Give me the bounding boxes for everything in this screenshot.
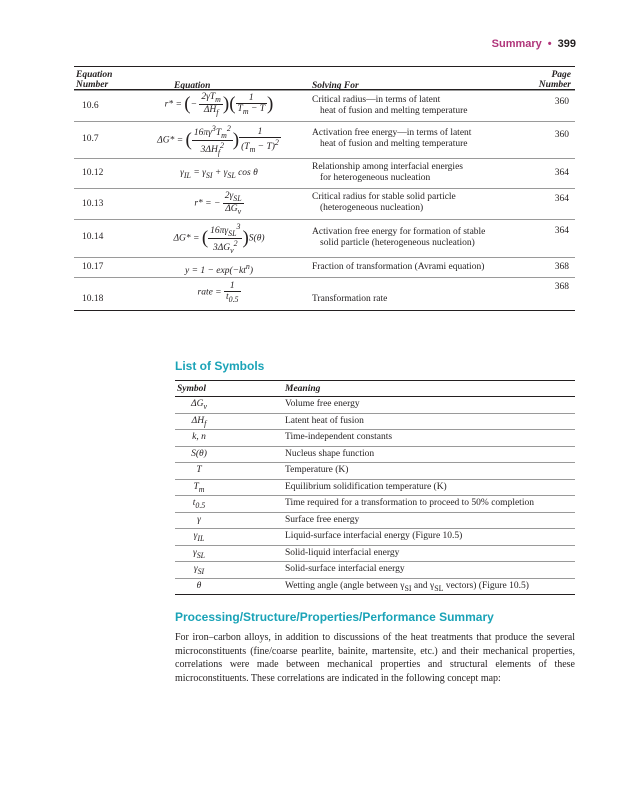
symbol: γ <box>197 514 201 525</box>
page-ref: 368 <box>554 262 569 272</box>
symbol-row <box>175 562 575 579</box>
symbol: T <box>196 465 202 475</box>
symbol: $\gamma_{SI}$ <box>193 564 205 576</box>
section-title: Processing/Structure/Properties/Performance Summary <box>175 610 494 624</box>
equation-formula: ΔG* = ( $\frac{16\pi\gamma_{SL}^3}{3\Delta G_v^2}$ )S(θ) <box>173 222 265 256</box>
header-equation-number: Equation Number <box>76 70 113 90</box>
equation-number: 10.6 <box>82 101 99 111</box>
equation-formula: rate = $\frac{1}{t_{0.5}}$ <box>197 281 239 304</box>
page-ref: 364 <box>554 168 569 178</box>
meaning: Solid-surface interfacial energy <box>285 564 405 574</box>
meaning: Equilibrium solidification temperature (K) <box>285 481 447 492</box>
page-ref: 360 <box>554 97 569 107</box>
equation-row <box>74 188 575 219</box>
equation-row <box>74 121 575 158</box>
solving-for: Critical radius—in terms of latent heat of fusion and melting temperature <box>312 95 468 116</box>
equation-number: 10.12 <box>82 168 104 178</box>
header-equation: Equation <box>174 81 211 91</box>
symbol: k, n <box>192 432 206 442</box>
symbol-row <box>175 496 575 513</box>
equation-number: 10.13 <box>82 199 104 209</box>
equation-row <box>74 158 575 188</box>
equation-number: 10.18 <box>82 294 104 304</box>
symbol: S(θ) <box>191 448 207 459</box>
symbol-row <box>175 447 575 464</box>
symbol-row <box>175 480 575 497</box>
symbol: $\gamma_{SL}$ <box>192 547 206 560</box>
symbol: $\Delta H_f$ <box>191 415 207 428</box>
symbol-row <box>175 463 575 480</box>
meaning: Liquid-surface interfacial energy (Figure 10.5) <box>285 531 463 541</box>
summary-paragraph: For iron–carbon alloys, in addition to discussions of the heat treatments that produce the several microconstituents (fine/coarse pearlite, bainite, martensite, etc.) and their mechanical properties, correlations were made between mechanical properties and structural elements of these microconstituents. These correlations are indicated in the following concept map: <box>175 632 575 684</box>
equation-row <box>74 277 575 310</box>
header-separator: • <box>547 38 552 50</box>
equation-formula: $\gamma_{IL} = \gamma_{SI} + \gamma_{SL}$ cos θ <box>180 168 258 180</box>
symbol-row <box>175 546 575 563</box>
page-ref: 360 <box>554 130 569 140</box>
running-header <box>492 38 576 50</box>
header-solving-for: Solving For <box>312 81 359 91</box>
symbol-row <box>175 397 575 414</box>
meaning: Surface free energy <box>285 514 360 525</box>
symbol: θ <box>196 580 202 591</box>
symbol: $t_{0.5}$ <box>192 498 206 510</box>
solving-for: Transformation rate <box>312 294 388 304</box>
equation-formula: r* = − $\frac{2\gamma_{SL}}{\Delta G_v}$ <box>194 191 242 216</box>
symbols-table-header <box>175 380 575 397</box>
meaning: Temperature (K) <box>285 465 349 475</box>
equation-row <box>74 257 575 277</box>
symbol-row <box>175 579 575 596</box>
header-meaning: Meaning <box>285 384 321 394</box>
header-section: Summary <box>491 38 542 50</box>
page-ref: 368 <box>554 282 569 292</box>
symbol-row <box>175 529 575 546</box>
symbol-row <box>175 513 575 530</box>
solving-for: Activation free energy for formation of stable solid particle (heterogeneous nucleation) <box>312 227 486 248</box>
equation-number: 10.14 <box>82 232 104 242</box>
equation-row <box>74 90 575 121</box>
symbols-table <box>175 380 575 595</box>
solving-for: Fraction of transformation (Avrami equation) <box>312 262 485 272</box>
symbol: $\Delta G_v$ <box>191 399 207 411</box>
meaning: Volume free energy <box>285 399 360 409</box>
header-symbol: Symbol <box>177 384 207 394</box>
equation-formula: $y = 1 - \exp(-kt^n)$ <box>184 262 254 277</box>
meaning: Nucleus shape function <box>285 448 375 459</box>
meaning: Solid-liquid interfacial energy <box>285 547 400 558</box>
meaning: Time-independent constants <box>285 432 393 442</box>
page-ref: 364 <box>554 194 569 204</box>
equation-formula: r* = (− $\frac{2\gamma T_m}{\Delta H_f}$ )( $\frac{1}{T_m - T}$ ) <box>164 92 274 117</box>
header-page-number: Page Number <box>538 70 571 90</box>
symbol-row <box>175 430 575 447</box>
header-page-number: 399 <box>557 38 576 50</box>
solving-for: Critical radius for stable solid particle (heterogeneous nucleation) <box>312 192 456 213</box>
symbol-row <box>175 414 575 431</box>
equation-row <box>74 219 575 257</box>
equation-number: 10.17 <box>82 262 104 272</box>
meaning: Wetting angle (angle between $\gamma_{SI}$ and $\gamma_{SL}$ vectors) (Figure 10.5) <box>285 580 529 593</box>
page-ref: 364 <box>554 226 569 236</box>
symbol: $T_m$ <box>193 481 205 494</box>
equation-number: 10.7 <box>82 134 99 144</box>
solving-for: Activation free energy—in terms of latent heat of fusion and melting temperature <box>312 128 472 149</box>
equation-summary-table <box>74 66 575 311</box>
equation-formula: ΔG* = ( $\frac{16\pi\gamma^3T_m^2}{3\Delta H_f^2}$ ) $\frac{1}{(T_m - T)^2}$ <box>157 124 279 158</box>
meaning: Latent heat of fusion <box>285 415 364 426</box>
list-of-symbols-title: List of Symbols <box>175 359 265 373</box>
meaning: Time required for a transformation to proceed to 50% completion <box>285 498 534 508</box>
solving-for: Relationship among interfacial energies for heterogeneous nucleation <box>312 162 463 183</box>
equation-table-header <box>74 67 575 89</box>
symbol: $\gamma_{IL}$ <box>193 531 205 543</box>
